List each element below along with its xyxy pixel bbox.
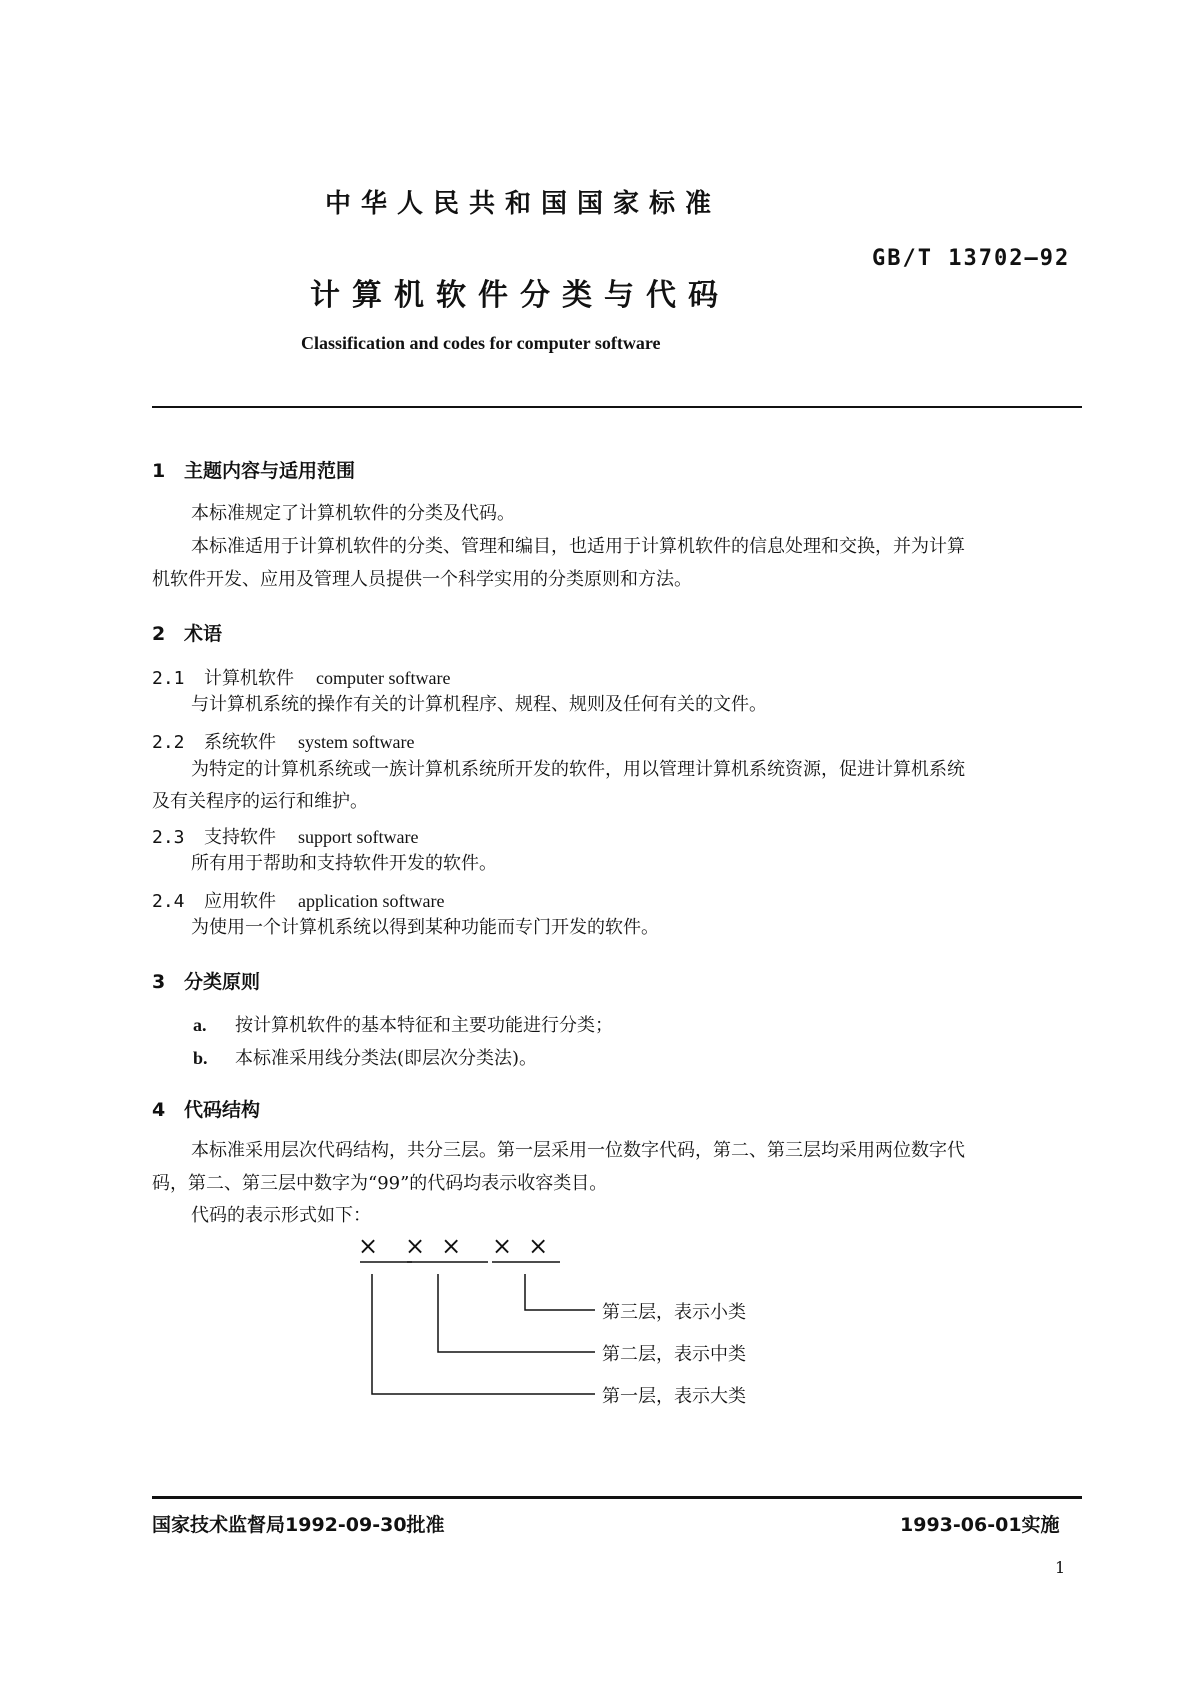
section-title: 主题内容与适用范围 — [184, 460, 356, 482]
paragraph: 码，第二、第三层中数字为“99”的代码均表示收容类目。 — [152, 1173, 608, 1194]
connector-level2 — [438, 1274, 595, 1352]
bottom-divider — [152, 1496, 1082, 1499]
list-item-label: b. — [193, 1048, 208, 1068]
term-en: system software — [298, 732, 415, 752]
paragraph: 本标准采用层次代码结构，共分三层。第一层采用一位数字代码，第二、第三层均采用两位数字代 — [191, 1140, 965, 1161]
code-structure-diagram — [358, 1232, 780, 1407]
section-1-heading — [152, 456, 355, 483]
term-definition: 为使用一个计算机系统以得到某种功能而专门开发的软件。 — [191, 917, 659, 938]
list-item — [193, 1049, 537, 1068]
term-2-2 — [152, 728, 414, 754]
term-number: 2.2 — [152, 732, 185, 753]
list-item-text: 按计算机软件的基本特征和主要功能进行分类； — [235, 1015, 613, 1036]
standard-number: GB/T 13702—92 — [872, 246, 1071, 271]
section-title: 分类原则 — [184, 971, 261, 993]
term-number: 2.4 — [152, 891, 185, 912]
section-number: 2 — [152, 623, 166, 645]
level1-label: 第一层，表示大类 — [602, 1386, 746, 1407]
code-symbol-level1: × — [358, 1232, 379, 1260]
country-standard-heading: 中华人民共和国国家标准 — [325, 189, 722, 219]
list-item-label: a. — [193, 1015, 207, 1035]
connector-level3 — [525, 1274, 595, 1310]
code-symbol-level3: ×× — [492, 1232, 565, 1260]
section-number: 4 — [152, 1099, 166, 1121]
term-2-1 — [152, 664, 450, 690]
term-en: support software — [298, 827, 419, 847]
paragraph: 代码的表示形式如下： — [191, 1205, 371, 1226]
level2-label: 第二层，表示中类 — [602, 1344, 746, 1365]
term-2-4 — [152, 887, 444, 913]
term-cn: 计算机软件 — [204, 668, 294, 689]
list-item-text: 本标准采用线分类法(即层次分类法)。 — [235, 1048, 538, 1069]
section-2-heading — [152, 619, 222, 646]
page-number: 1 — [1055, 1558, 1066, 1577]
section-3-heading — [152, 967, 260, 994]
section-number: 1 — [152, 460, 166, 482]
term-definition: 与计算机系统的操作有关的计算机程序、规程、规则及任何有关的文件。 — [191, 694, 767, 715]
section-4-heading — [152, 1095, 260, 1122]
term-definition: 为特定的计算机系统或一族计算机系统所开发的软件，用以管理计算机系统资源，促进计算机系统 — [191, 759, 965, 780]
term-2-3 — [152, 823, 418, 849]
term-definition: 及有关程序的运行和维护。 — [152, 791, 368, 812]
effective-date: 1993-06-01实施 — [900, 1514, 1060, 1536]
paragraph: 机软件开发、应用及管理人员提供一个科学实用的分类原则和方法。 — [152, 569, 692, 590]
approval-date: 国家技术监督局1992-09-30批准 — [152, 1514, 445, 1536]
top-divider — [152, 406, 1082, 408]
term-cn: 应用软件 — [204, 891, 276, 912]
paragraph: 本标准适用于计算机软件的分类、管理和编目，也适用于计算机软件的信息处理和交换，并为计算 — [191, 536, 965, 557]
level3-label: 第三层，表示小类 — [602, 1302, 746, 1323]
connector-level1 — [372, 1274, 595, 1394]
term-en: computer software — [316, 668, 451, 688]
term-en: application software — [298, 891, 445, 911]
term-cn: 支持软件 — [204, 827, 276, 848]
term-definition: 所有用于帮助和支持软件开发的软件。 — [191, 853, 497, 874]
code-symbol-level2: ×× — [405, 1232, 478, 1260]
list-item — [193, 1016, 613, 1035]
document-title: 计算机软件分类与代码 — [310, 278, 730, 313]
term-number: 2.3 — [152, 827, 185, 848]
term-number: 2.1 — [152, 668, 185, 689]
section-number: 3 — [152, 971, 166, 993]
paragraph: 本标准规定了计算机软件的分类及代码。 — [191, 503, 515, 524]
section-title: 代码结构 — [184, 1099, 261, 1121]
term-cn: 系统软件 — [204, 732, 276, 753]
section-title: 术语 — [184, 623, 223, 645]
document-title-english: Classification and codes for computer software — [301, 333, 661, 353]
